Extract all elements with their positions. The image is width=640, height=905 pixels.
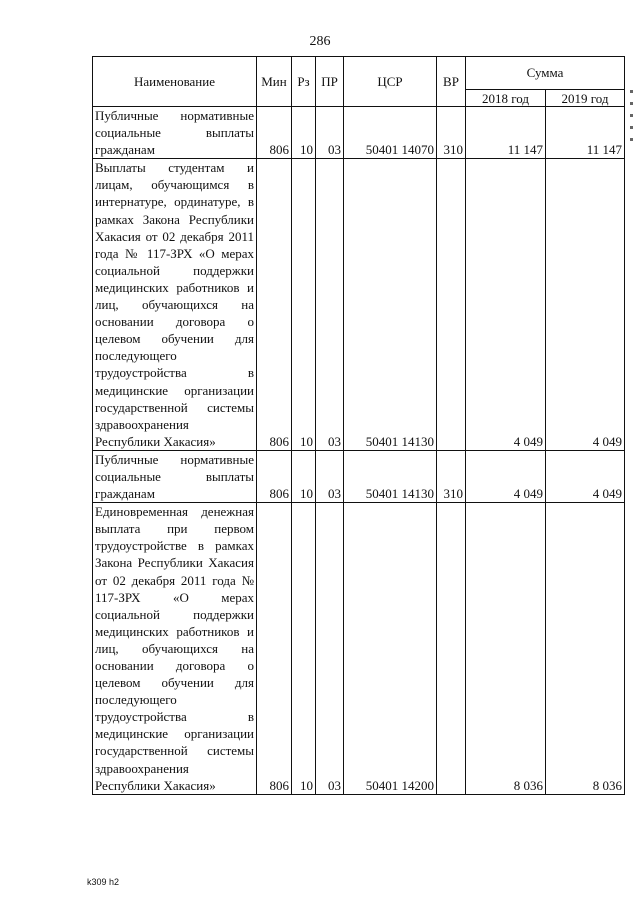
row-name: Единовременная денежная выплата при первом трудоустройстве в рамках Закона Республики Хакасия от 02 декабря 2011 года № 117-ЗРХ «О мерах социальной поддержки медицинских работников и лиц, обучающихся на основании договора о целевом обучении для последующего трудоустройства в медицинские организации государственной системы здравоохранения Республики Хакасия» xyxy=(93,503,257,795)
scan-edge-marks xyxy=(630,90,638,150)
row-min: 806 xyxy=(257,107,292,159)
row-2019: 4 049 xyxy=(546,450,625,502)
page-number: 286 xyxy=(309,34,331,49)
row-vr: 310 xyxy=(437,107,466,159)
row-csr: 50401 14200 xyxy=(344,503,437,795)
row-csr: 50401 14130 xyxy=(344,450,437,502)
row-rz: 10 xyxy=(292,107,316,159)
row-rz: 10 xyxy=(292,450,316,502)
footer-code: k309 h2 xyxy=(87,877,120,887)
row-2018: 4 049 xyxy=(466,159,546,451)
row-pr: 03 xyxy=(316,503,344,795)
row-vr xyxy=(437,503,466,795)
row-2018: 4 049 xyxy=(466,450,546,502)
row-rz: 10 xyxy=(292,503,316,795)
row-pr: 03 xyxy=(316,450,344,502)
row-vr xyxy=(437,159,466,451)
row-csr: 50401 14070 xyxy=(344,107,437,159)
row-2019: 11 147 xyxy=(546,107,625,159)
header-rz: Рз xyxy=(292,57,316,107)
row-2018: 8 036 xyxy=(466,503,546,795)
row-min: 806 xyxy=(257,503,292,795)
row-2019: 4 049 xyxy=(546,159,625,451)
table-row xyxy=(93,107,625,159)
header-csr: ЦСР xyxy=(344,57,437,107)
row-2018: 11 147 xyxy=(466,107,546,159)
row-vr: 310 xyxy=(437,450,466,502)
header-vr: ВР xyxy=(437,57,466,107)
header-year-2018: 2018 год xyxy=(466,90,546,107)
budget-table xyxy=(92,56,625,795)
row-min: 806 xyxy=(257,450,292,502)
header-sum: Сумма xyxy=(466,57,625,90)
row-min: 806 xyxy=(257,159,292,451)
row-name: Выплаты студентам и лицам, обучающимся в интернатуре, ординатуре, в рамках Закона Республики Хакасия от 02 декабря 2011 года № 117-ЗРХ «О мерах социальной поддержки медицинских работников и лиц, обучающихся на основании договора о целевом обучении для последующего трудоустройства в медицинские организации государственной системы здравоохранения Республики Хакасия» xyxy=(93,159,257,451)
header-name: Наименование xyxy=(93,57,257,107)
header-pr: ПР xyxy=(316,57,344,107)
table-row xyxy=(93,159,625,451)
row-rz: 10 xyxy=(292,159,316,451)
row-name: Публичные нормативные социальные выплаты гражданам xyxy=(93,450,257,502)
row-pr: 03 xyxy=(316,107,344,159)
row-csr: 50401 14130 xyxy=(344,159,437,451)
table-row xyxy=(93,450,625,502)
header-year-2019: 2019 год xyxy=(546,90,625,107)
header-min: Мин xyxy=(257,57,292,107)
table-row xyxy=(93,503,625,795)
row-pr: 03 xyxy=(316,159,344,451)
row-2019: 8 036 xyxy=(546,503,625,795)
row-name: Публичные нормативные социальные выплаты гражданам xyxy=(93,107,257,159)
